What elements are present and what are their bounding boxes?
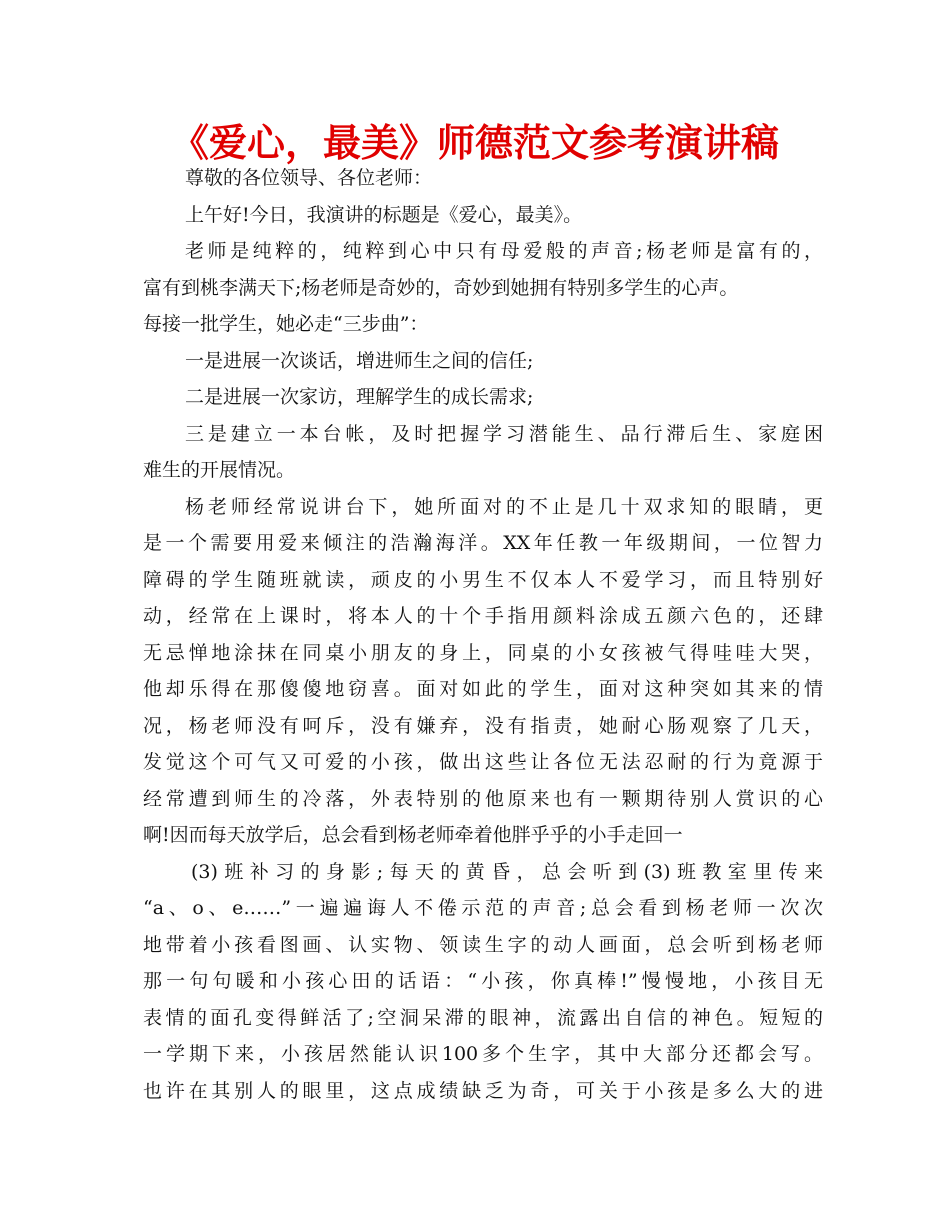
paragraph-line: 那一句句暖和小孩心田的话语：“小孩，你真棒!”慢慢地，小孩目无 <box>143 970 823 992</box>
paragraph-line: 啊!因而每天放学后，总会看到杨老师牵着他胖乎乎的小手走回一 <box>143 824 683 846</box>
paragraph-line: 三是建立一本台帐，及时把握学习潜能生、品行滞后生、家庭困 <box>185 422 823 445</box>
paragraph-line: 地带着小孩看图画、认实物、领读生字的动人画面，总会听到杨老师 <box>143 933 823 956</box>
paragraph-line: 一是进展一次谈话，增进师生之间的信任; <box>185 349 534 372</box>
paragraph-line: 发觉这个可气又可爱的小孩，做出这些让各位无法忍耐的行为竟源于 <box>143 751 823 773</box>
paragraph-line: 难生的开展情况。 <box>143 459 296 481</box>
paragraph-line: “a、o、e……”一遍遍诲人不倦示范的声音;总会看到杨老师一次次 <box>143 897 823 919</box>
paragraph-line: 尊敬的各位领导、各位老师： <box>185 167 433 189</box>
paragraph-line: 老师是纯粹的，纯粹到心中只有母爱般的声音;杨老师是富有的， <box>185 240 823 262</box>
paragraph-line: 杨老师经常说讲台下，她所面对的不止是几十双求知的眼睛，更 <box>185 495 823 518</box>
paragraph-line: 障碍的学生随班就读，顽皮的小男生不仅本人不爱学习，而且特别好 <box>143 568 823 591</box>
paragraph-line: 上午好!今日，我演讲的标题是《爱心，最美》。 <box>185 203 583 226</box>
paragraph-line: 是一个需要用爱来倾注的浩瀚海洋。XX年任教一年级期间，一位智力 <box>143 532 823 554</box>
paragraph-line: 也许在其别人的眼里，这点成绩缺乏为奇，可关于小孩是多么大的进 <box>143 1079 823 1102</box>
paragraph-line: 况，杨老师没有呵斥，没有嫌弃，没有指责，她耐心肠观察了几天， <box>143 714 823 737</box>
document-body <box>143 160 823 1109</box>
paragraph-line: 每接一批学生，她必走“三步曲”： <box>143 313 429 335</box>
paragraph-line: 一学期下来，小孩居然能认识100多个生字，其中大部分还都会写。 <box>143 1043 823 1065</box>
paragraph-line: 经常遭到师生的冷落，外表特别的他原来也有一颗期待别人赏识的心 <box>143 787 823 810</box>
paragraph-line: 动，经常在上课时，将本人的十个手指用颜料涂成五颜六色的，还肆 <box>143 605 823 627</box>
paragraph-line: 他却乐得在那傻傻地窃喜。面对如此的学生，面对这种突如其来的情 <box>143 678 823 700</box>
paragraph-line: 表情的面孔变得鲜活了;空洞呆滞的眼神，流露出自信的神色。短短的 <box>143 1006 823 1029</box>
paragraph-line: 二是进展一次家访，理解学生的成长需求; <box>185 386 534 408</box>
paragraph-line: 无忌惮地涂抹在同桌小朋友的身上，同桌的小女孩被气得哇哇大哭， <box>143 641 823 664</box>
paragraph-line: (3)班补习的身影;每天的黄昏，总会听到(3)班教室里传来 <box>191 860 823 883</box>
document-title: 《爱心，最美》师德范文参考演讲稿 <box>170 121 779 165</box>
paragraph-line: 富有到桃李满天下;杨老师是奇妙的，奇妙到她拥有特别多学生的心声。 <box>143 276 739 299</box>
